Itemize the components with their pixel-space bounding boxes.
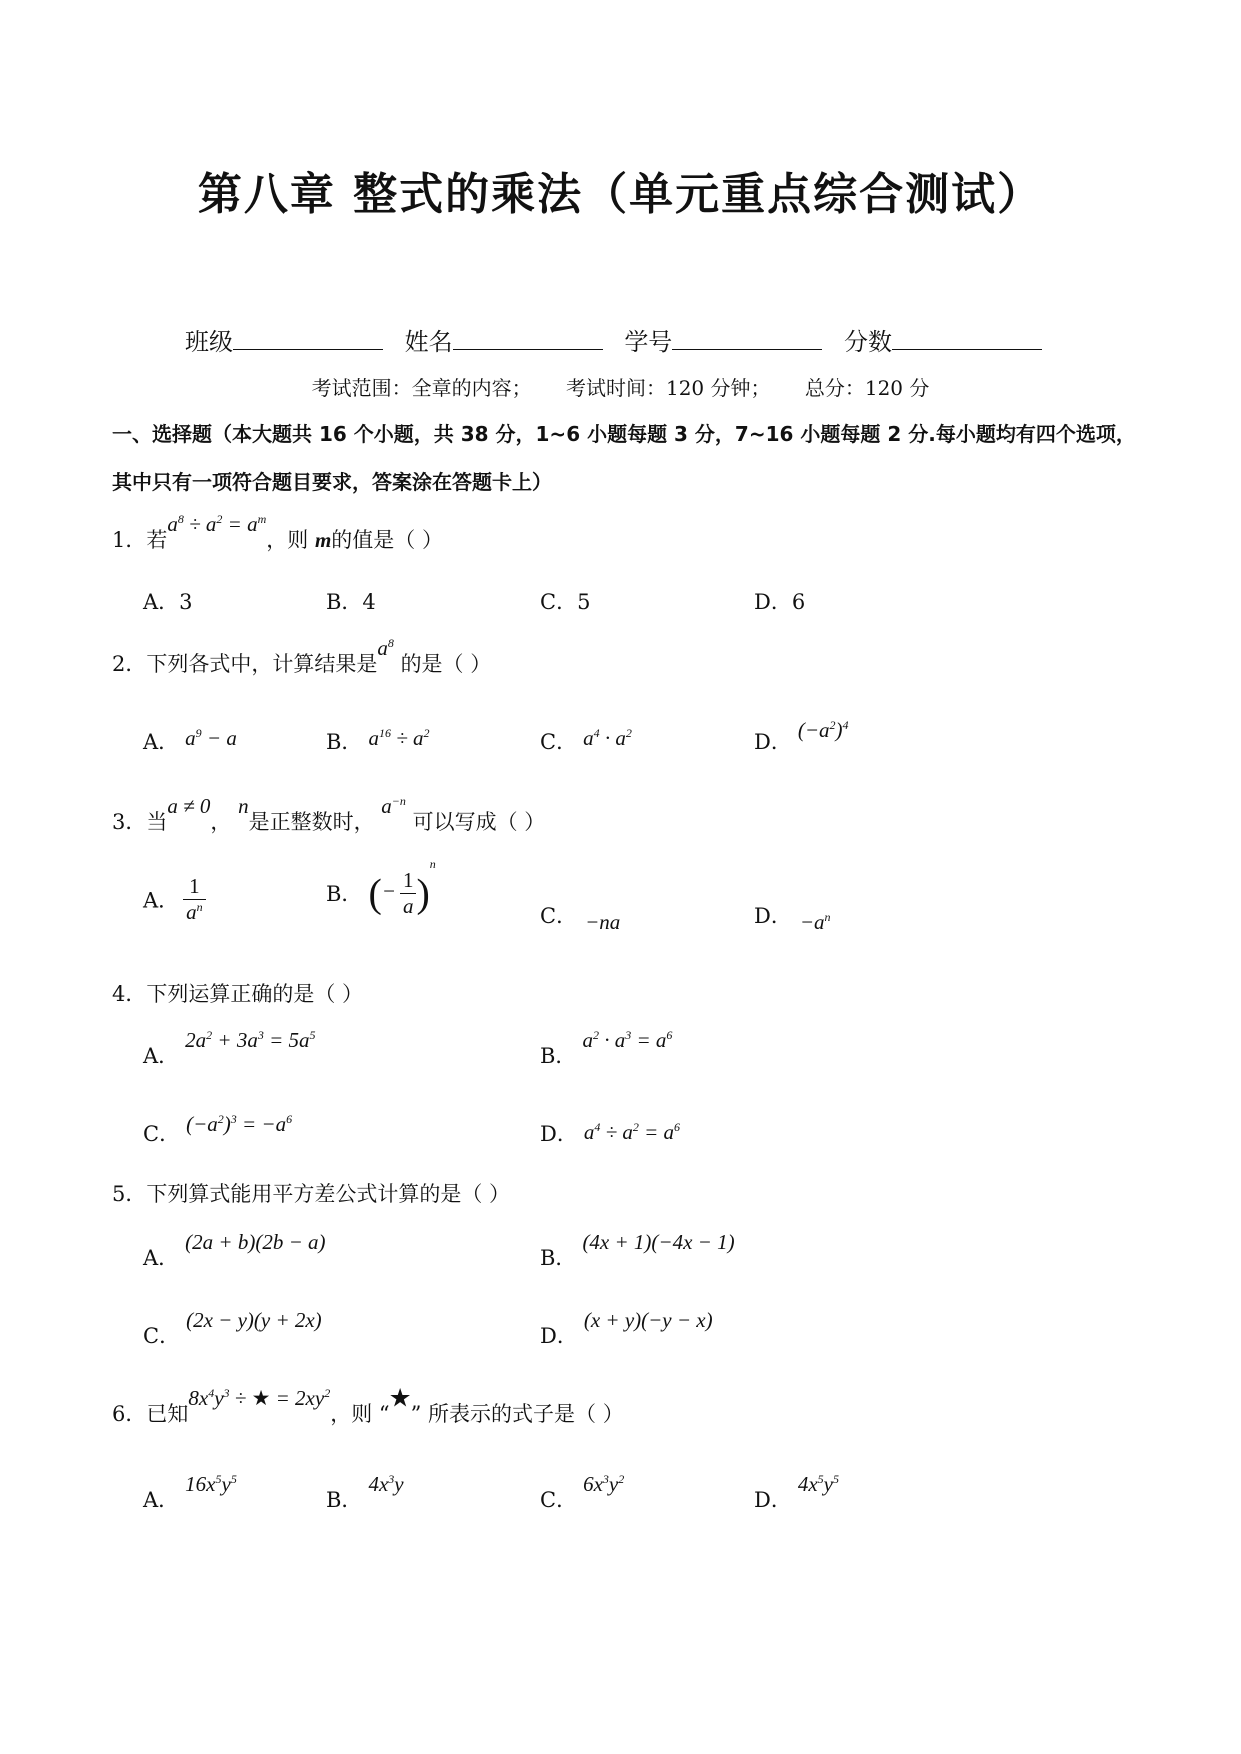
q4-option-a[interactable] xyxy=(143,1028,316,1070)
q6-option-d[interactable] xyxy=(754,1472,839,1514)
q6-option-d-formula: $4x^5y^5$ xyxy=(797,1472,839,1496)
q4-option-d[interactable] xyxy=(540,1118,680,1148)
score-blank xyxy=(892,329,1042,350)
name-blank xyxy=(453,329,603,350)
q6-option-a-formula: $16x^5y^5$ xyxy=(185,1472,237,1496)
q5-option-b-formula: (4x + 1)(−4x − 1) xyxy=(582,1230,735,1254)
id-blank xyxy=(672,329,822,350)
q1-after: ，则 xyxy=(266,528,309,552)
q6-option-a-label: A． xyxy=(143,1488,180,1512)
q6-option-c-label: C． xyxy=(540,1488,578,1512)
q4-option-a-formula: $2a^2 + 3a^3 = 5a^5$ xyxy=(185,1028,316,1052)
q4-option-b-formula: $a^2 \cdot a^3 = a^6$ xyxy=(582,1028,673,1052)
exam-range: 考试范围：全章的内容； xyxy=(311,376,532,400)
q2-option-d-formula: $(-a^2)^4$ xyxy=(797,718,849,742)
q2-stem: 2．下列各式中，计算结果是 xyxy=(112,652,378,676)
exam-scope xyxy=(0,372,1241,401)
q3-option-a-label: A． xyxy=(143,888,180,913)
question-4: 4．下列运算正确的是（ ） xyxy=(112,982,364,1006)
q1-option-d[interactable]: D．6 xyxy=(754,590,806,614)
q3-option-a[interactable] xyxy=(143,874,206,925)
q3-condition: a ≠ 0 xyxy=(167,794,211,818)
q6-option-a[interactable] xyxy=(143,1472,237,1514)
q1-option-c[interactable]: C．5 xyxy=(540,590,591,614)
q3-option-c-formula: −na xyxy=(585,910,621,934)
question-5: 5．下列算式能用平方差公式计算的是（ ） xyxy=(112,1182,511,1206)
q4-option-c-label: C． xyxy=(143,1122,181,1146)
class-label: 班级 xyxy=(185,328,234,356)
section-heading-line1: 一、选择题（本大题共 16 个小题，共 38 分，1~6 小题每题 3 分，7~16 小题每题 2 分.每小题均有四个选项， xyxy=(112,422,1136,446)
q3-option-c-label: C． xyxy=(540,904,578,928)
q3-tail: 可以写成（ ） xyxy=(412,810,546,834)
q6-option-c[interactable] xyxy=(540,1472,625,1514)
id-label: 学号 xyxy=(624,328,673,356)
q3-option-c[interactable] xyxy=(540,900,621,934)
section-heading-line2: 其中只有一项符合题目要求，答案涂在答题卡上） xyxy=(112,470,552,494)
q2-option-b-label: B． xyxy=(326,730,363,754)
q6-option-c-formula: $6x^3y^2$ xyxy=(583,1472,625,1496)
q5-option-d-label: D． xyxy=(540,1324,578,1348)
q4-option-c[interactable] xyxy=(143,1112,293,1148)
q2-formula: $a^8$ xyxy=(377,636,394,660)
q2-option-a-label: A． xyxy=(143,730,180,754)
q3-option-b-label: B． xyxy=(326,881,363,906)
q6-stem: 6．已知 xyxy=(112,1402,189,1426)
question-2 xyxy=(112,636,492,678)
question-6 xyxy=(112,1386,624,1428)
q4-option-b[interactable] xyxy=(540,1028,673,1070)
q1-variable: m xyxy=(314,528,332,552)
q2-option-c[interactable] xyxy=(540,726,632,756)
q3-option-b[interactable] xyxy=(326,857,436,919)
q5-option-c[interactable] xyxy=(143,1308,322,1350)
score-label: 分数 xyxy=(843,328,892,356)
q1-option-b[interactable]: B．4 xyxy=(326,590,376,614)
q5-option-b[interactable] xyxy=(540,1230,735,1272)
q2-option-c-formula: $a^4 \cdot a^2$ xyxy=(583,726,632,750)
q3-mid: 是正整数时， xyxy=(248,810,375,834)
q5-option-d-formula: (x + y)(−y − x) xyxy=(583,1308,713,1332)
q5-option-a-formula: (2a + b)(2b − a) xyxy=(185,1230,326,1254)
q4-option-b-label: B． xyxy=(540,1044,577,1068)
q3-stem: 3．当 xyxy=(112,810,168,834)
exam-total: 总分：120 分 xyxy=(804,376,930,400)
name-label: 姓名 xyxy=(404,328,453,356)
q2-option-a[interactable] xyxy=(143,726,237,756)
q1-stem: 1．若 xyxy=(112,528,168,552)
q3-option-d-formula: $-a^n$ xyxy=(799,910,831,934)
q6-option-b[interactable] xyxy=(326,1472,404,1514)
q5-option-b-label: B． xyxy=(540,1246,577,1270)
q4-option-c-formula: $(-a^2)^3 = -a^6$ xyxy=(186,1112,293,1136)
student-info-line xyxy=(0,322,1241,357)
q2-option-b[interactable] xyxy=(326,726,429,756)
q6-tail2: ” 所表示的式子是（ ） xyxy=(410,1402,624,1426)
q5-option-a[interactable] xyxy=(143,1230,326,1272)
q6-tail: ，则 “ xyxy=(330,1402,390,1426)
class-blank xyxy=(233,329,383,350)
exam-time: 考试时间：120 分钟； xyxy=(565,376,771,400)
q6-option-b-label: B． xyxy=(326,1488,363,1512)
q2-option-b-formula: $a^{16} \div a^2$ xyxy=(368,726,430,750)
q6-option-b-formula: $4x^3y$ xyxy=(368,1472,404,1496)
q6-formula: $8x^4y^3$ ÷ ★ = $2xy^2$ xyxy=(188,1386,331,1410)
q5-option-d[interactable] xyxy=(540,1308,713,1350)
q3-option-a-formula: $\frac{1}{a^n}$ xyxy=(183,874,206,925)
q1-option-a[interactable]: A．3 xyxy=(143,590,193,614)
q3-variable-n: n xyxy=(238,794,249,818)
question-3 xyxy=(112,794,546,836)
q2-option-d-label: D． xyxy=(754,730,792,754)
q5-option-c-formula: (2x − y)(y + 2x) xyxy=(186,1308,322,1332)
q3-formula: $a^{-n}$ xyxy=(381,794,406,818)
q4-option-a-label: A． xyxy=(143,1044,180,1068)
q2-tail: 的是（ ） xyxy=(400,652,492,676)
q4-option-d-formula: $a^4 \div a^2 = a^6$ xyxy=(583,1120,681,1144)
q4-option-d-label: D． xyxy=(540,1122,578,1146)
q6-option-d-label: D． xyxy=(754,1488,792,1512)
question-1 xyxy=(112,512,443,554)
q1-formula: $a^8 \div a^2 = a^m$ xyxy=(167,512,267,536)
star-icon: ★ xyxy=(389,1386,411,1410)
q3-sep: ， xyxy=(210,810,232,834)
q3-option-b-formula: (− $\frac{1}{a}$ )$^n$ xyxy=(368,857,436,918)
q2-option-d[interactable] xyxy=(754,718,849,756)
q1-tail: 的值是（ ） xyxy=(331,528,443,552)
q2-option-a-formula: $a^9 - a$ xyxy=(185,726,237,750)
page-title: 第八章 整式的乘法（单元重点综合测试） xyxy=(197,169,1044,220)
q3-option-d-label: D． xyxy=(754,904,792,928)
q3-option-d[interactable] xyxy=(754,900,831,934)
q2-option-c-label: C． xyxy=(540,730,578,754)
q5-option-a-label: A． xyxy=(143,1246,180,1270)
q5-option-c-label: C． xyxy=(143,1324,181,1348)
